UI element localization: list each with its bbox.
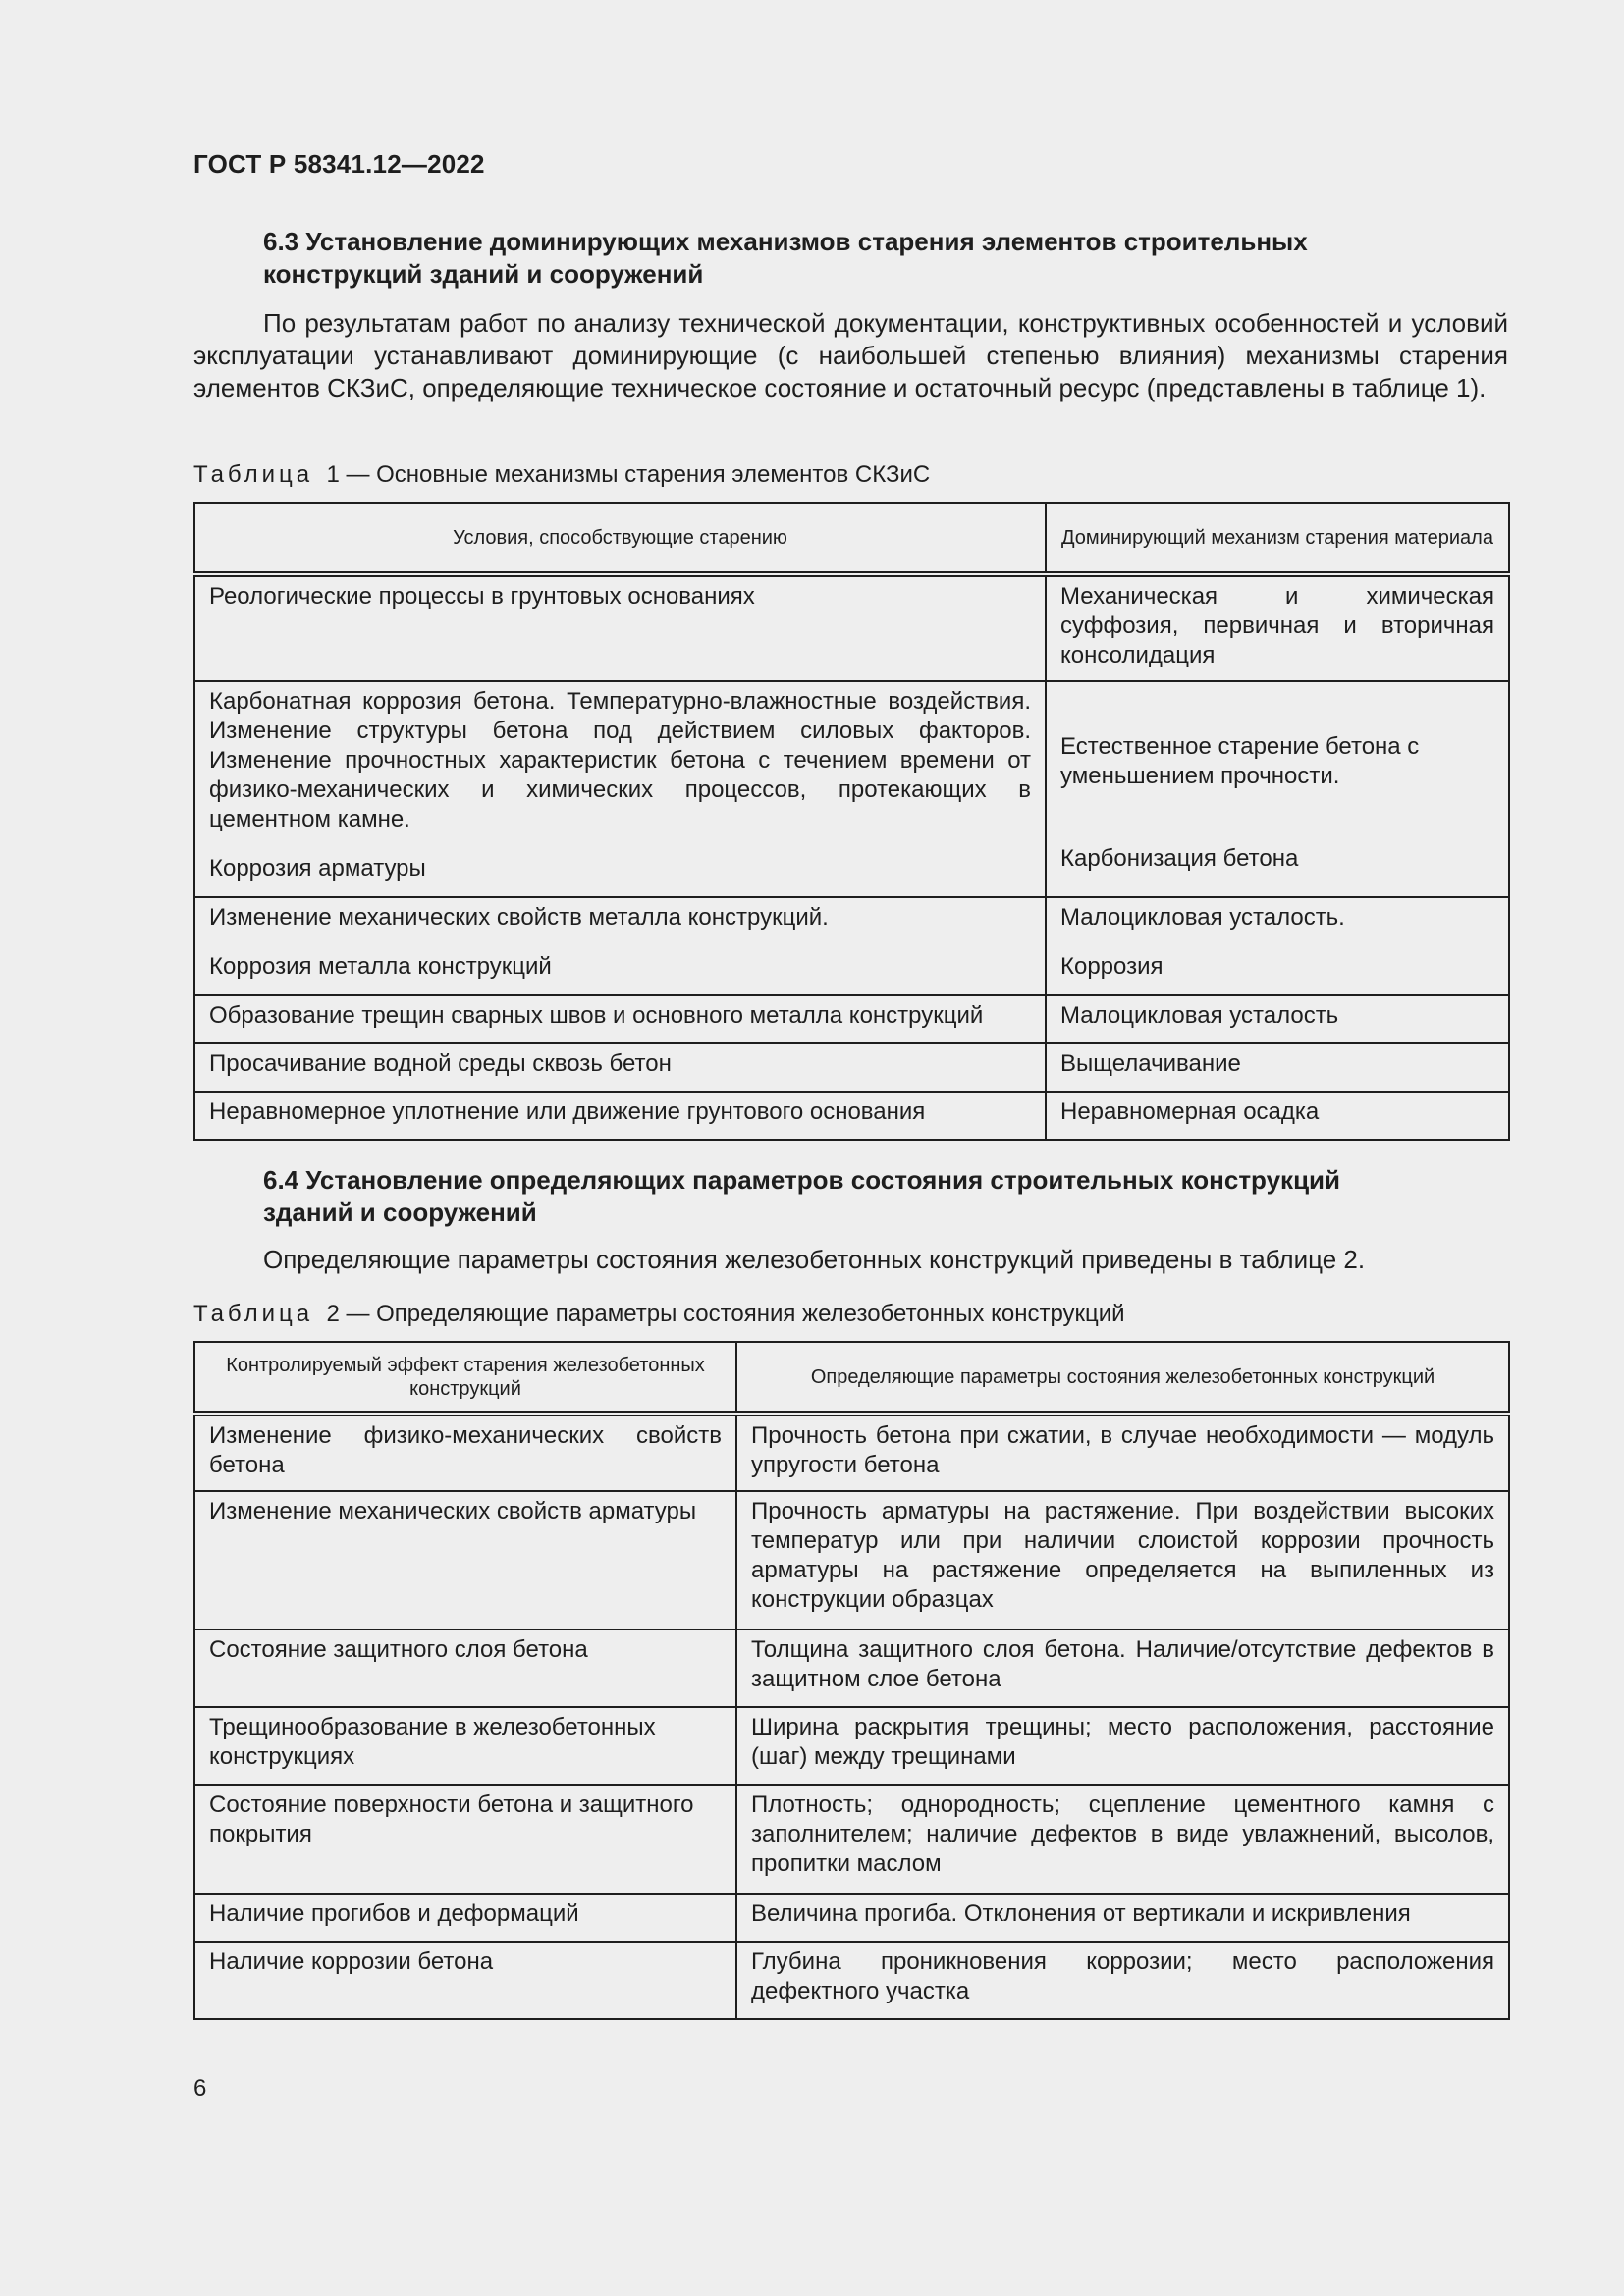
table-cell: Наличие коррозии бетона	[194, 1942, 736, 2019]
table-cell: Неравномерная осадка	[1046, 1092, 1509, 1140]
section-6-4-heading	[263, 1164, 1510, 1229]
table-1-header-row	[194, 503, 1509, 574]
section-6-4-paragraph: Определяющие параметры состояния железобетонных конструкций приведены в таблице 2.	[263, 1245, 1366, 1274]
table-1-caption	[193, 461, 930, 489]
table-cell	[1046, 897, 1509, 995]
table-2-header-row	[194, 1342, 1509, 1414]
table-cell: Неравномерное уплотнение или движение грунтового основания	[194, 1092, 1046, 1140]
table-cell: Прочность бетона при сжатии, в случае необходимости — модуль упругости бетона	[736, 1414, 1509, 1491]
table-cell: Состояние поверхности бетона и защитного покрытия	[194, 1785, 736, 1894]
table-cell	[194, 897, 1046, 995]
table-cell: Наличие прогибов и деформаций	[194, 1894, 736, 1942]
table-cell	[194, 681, 1046, 897]
cell-text: Карбонизация бетона	[1060, 845, 1299, 872]
section-6-3-paragraph: По результатам работ по анализу технической документации, конструктивных особенностей и условий эксплуатации устанавливают доминирующие (с наибольшей степенью влияния) механизмы старения элементов СКЗиС, определяющие техническое состояние и остаточный ресурс (представлены в таблице 1).	[193, 308, 1508, 402]
cell-text: Коррозия арматуры	[209, 855, 426, 881]
table-row	[194, 897, 1509, 995]
section-6-3-heading-line2: конструкций зданий и сооружений	[263, 259, 704, 289]
table-cell: Прочность арматуры на растяжение. При воздействии высоких температур или при наличии слоистой коррозии прочность арматуры на растяжение определяется на выпиленных из конструкции образцах	[736, 1491, 1509, 1629]
cell-text: Малоцикловая усталость.	[1060, 904, 1345, 931]
table-row	[194, 1894, 1509, 1942]
table-2-header-cell: Определяющие параметры состояния железобетонных конструкций	[736, 1342, 1509, 1414]
section-6-3-paragraph-block	[193, 307, 1508, 404]
table-cell: Просачивание водной среды сквозь бетон	[194, 1043, 1046, 1092]
table-2-caption-prefix: Таблица	[193, 1301, 314, 1327]
table-row	[194, 1629, 1509, 1707]
section-6-3-heading	[263, 226, 1510, 291]
table-1-caption-prefix: Таблица	[193, 461, 314, 488]
table-row	[194, 995, 1509, 1043]
cell-text: Естественное старение бетона с уменьшением прочности.	[1060, 733, 1420, 789]
table-cell: Изменение физико-механических свойств бетона	[194, 1414, 736, 1491]
table-2-header-cell: Контролируемый эффект старения железобетонных конструкций	[194, 1342, 736, 1414]
table-cell: Трещинообразование в железобетонных конструкциях	[194, 1707, 736, 1785]
table-cell: Ширина раскрытия трещины; место расположения, расстояние (шаг) между трещинами	[736, 1707, 1509, 1785]
table-cell: Выщелачивание	[1046, 1043, 1509, 1092]
section-6-3-heading-line1: 6.3 Установление доминирующих механизмов старения элементов строительных	[263, 227, 1308, 256]
cell-text: Коррозия металла конструкций	[209, 953, 552, 980]
table-1-caption-text: 1 — Основные механизмы старения элементов СКЗиС	[326, 461, 931, 488]
table-cell: Плотность; однородность; сцепление цементного камня с заполнителем; наличие дефектов в виде увлажнений, высолов, пропитки маслом	[736, 1785, 1509, 1894]
table-row	[194, 1942, 1509, 2019]
cell-text: Коррозия	[1060, 953, 1164, 980]
document-code: ГОСТ Р 58341.12—2022	[193, 149, 485, 179]
table-cell: Малоцикловая усталость	[1046, 995, 1509, 1043]
table-cell: Образование трещин сварных швов и основного металла конструкций	[194, 995, 1046, 1043]
table-cell: Изменение механических свойств арматуры	[194, 1491, 736, 1629]
table-cell: Реологические процессы в грунтовых основаниях	[194, 574, 1046, 681]
table-row	[194, 681, 1509, 897]
table-cell: Механическая и химическая суффозия, первичная и вторичная консолидация	[1046, 574, 1509, 681]
cell-text: Изменение механических свойств металла конструкций.	[209, 904, 829, 931]
table-row	[194, 1092, 1509, 1140]
cell-text: Карбонатная коррозия бетона. Температурно-влажностные воздействия. Изменение структуры бетона под действием силовых факторов. Изменение прочностных характеристик бетона с течением времени от физико-механических и химических процессов, протекающих в цементном камне.	[209, 688, 1031, 832]
table-2	[193, 1341, 1510, 2020]
table-2-caption-text: 2 — Определяющие параметры состояния железобетонных конструкций	[326, 1301, 1125, 1327]
table-row	[194, 574, 1509, 681]
table-1-header-cell: Условия, способствующие старению	[194, 503, 1046, 574]
table-cell: Толщина защитного слоя бетона. Наличие/отсутствие дефектов в защитном слое бетона	[736, 1629, 1509, 1707]
table-cell: Величина прогиба. Отклонения от вертикали и искривления	[736, 1894, 1509, 1942]
table-row	[194, 1414, 1509, 1491]
table-2-caption	[193, 1301, 1125, 1328]
table-cell: Состояние защитного слоя бетона	[194, 1629, 736, 1707]
page-number: 6	[193, 2075, 207, 2102]
table-cell: Глубина проникновения коррозии; место расположения дефектного участка	[736, 1942, 1509, 2019]
section-6-4-heading-line2: зданий и сооружений	[263, 1198, 537, 1227]
table-1-header-cell: Доминирующий механизм старения материала	[1046, 503, 1509, 574]
section-6-4-heading-line1: 6.4 Установление определяющих параметров состояния строительных конструкций	[263, 1165, 1341, 1195]
table-row	[194, 1785, 1509, 1894]
table-cell	[1046, 681, 1509, 897]
table-row	[194, 1707, 1509, 1785]
table-1	[193, 502, 1510, 1141]
table-row	[194, 1491, 1509, 1629]
table-row	[194, 1043, 1509, 1092]
